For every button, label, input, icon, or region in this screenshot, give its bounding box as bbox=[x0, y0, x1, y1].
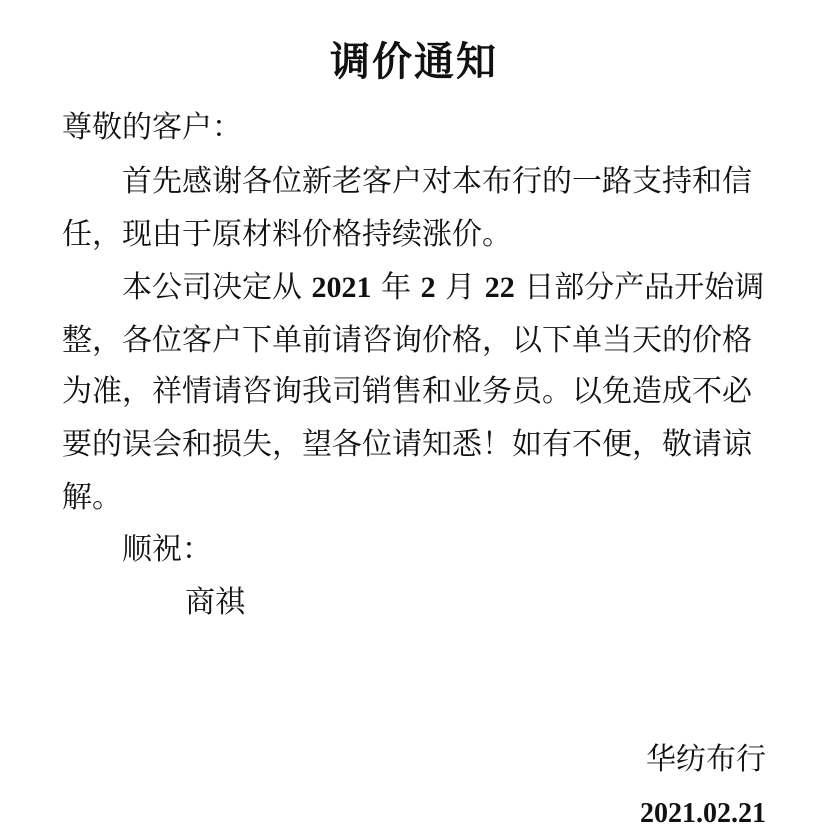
greeting-line: 尊敬的客户： bbox=[62, 110, 242, 145]
paragraph2-line3: 为准，祥情请咨询我司销售和业务员。以免造成不必 bbox=[62, 374, 752, 409]
year-unit: 年 bbox=[371, 270, 421, 305]
paragraph1-line1: 首先感谢各位新老客户对本布行的一路支持和信 bbox=[122, 164, 752, 199]
paragraph2-line2: 整，各位客户下单前请咨询价格，以下单当天的价格 bbox=[62, 323, 752, 358]
effective-year: 2021 bbox=[311, 271, 372, 304]
closing-line: 顺祝： bbox=[122, 532, 212, 567]
paragraph2-line4: 要的误会和损失，望各位请知悉！如有不便，敬请谅 bbox=[62, 427, 752, 462]
month-unit: 月 bbox=[435, 270, 485, 305]
effective-day: 22 bbox=[484, 271, 515, 304]
paragraph2-line1-suffix: 日部分产品开始调 bbox=[514, 270, 765, 305]
effective-month: 2 bbox=[420, 271, 436, 304]
notice-title: 调价通知 bbox=[330, 39, 498, 85]
paragraph2-line1 bbox=[122, 268, 764, 308]
paragraph1-line2: 任，现由于原材料价格持续涨价。 bbox=[62, 217, 512, 252]
recipient-name: 商祺 bbox=[185, 585, 245, 620]
paragraph2-line1-prefix: 本公司决定从 bbox=[122, 270, 312, 305]
signature-company: 华纺布行 bbox=[646, 742, 766, 777]
paragraph2-line5: 解。 bbox=[62, 480, 122, 515]
signature-date: 2021.02.21 bbox=[640, 798, 766, 829]
